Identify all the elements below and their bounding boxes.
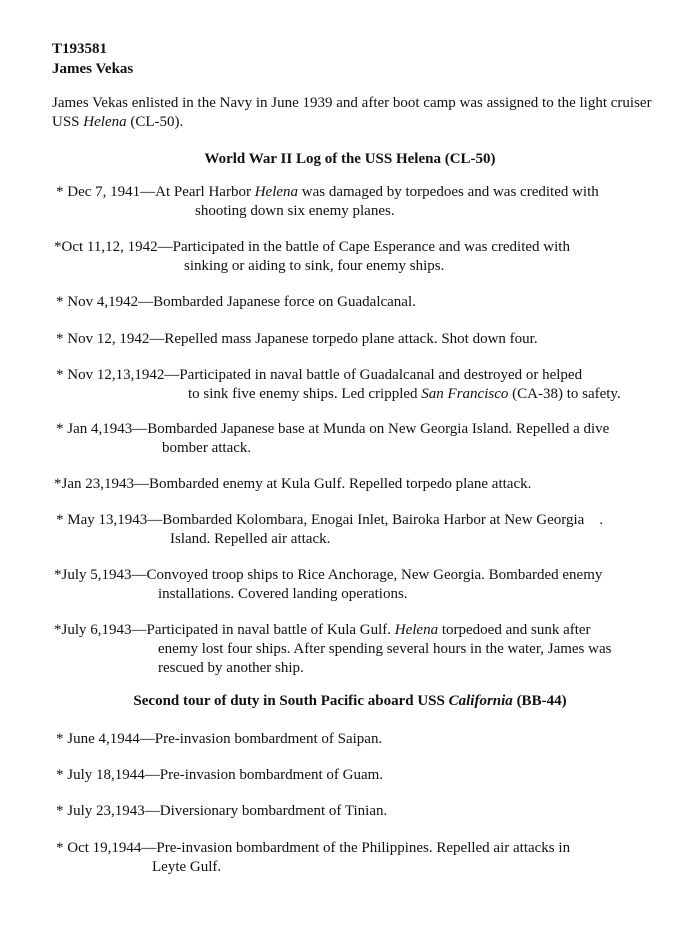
log-entry [54, 238, 694, 276]
entry-continuation: Island. Repelled air attack. [170, 531, 331, 547]
section1-heading: World War II Log of the USS Helena (CL-50) [204, 151, 496, 167]
entry-text: * June 4,1944—Pre-invasion bombardment of Saipan. [56, 731, 383, 747]
log-entry [56, 330, 696, 349]
entry-continuation: sinking or aiding to sink, four enemy ships. [184, 258, 445, 274]
log-entry [56, 839, 696, 877]
entry-ship-name: Helena [394, 622, 439, 638]
person-name: James Vekas [52, 61, 134, 77]
log-entry [56, 766, 696, 785]
entry-text: *July 6,1943—Participated in naval battle of Kula Gulf. [54, 622, 395, 638]
log-entry [56, 730, 696, 749]
entry-continuation: to sink five enemy ships. Led crippled [188, 386, 422, 402]
entry-text: * Nov 4,1942—Bombarded Japanese force on Guadalcanal. [56, 294, 416, 310]
log-entry [56, 420, 696, 458]
entry-text: * May 13,1943—Bombarded Kolombara, Enogai Inlet, Bairoka Harbor at New Georgia . [56, 512, 604, 528]
entry-text: * Oct 19,1944—Pre-invasion bombardment of the Philippines. Repelled air attacks in [56, 840, 571, 856]
entry-text: *Jan 23,1943—Bombarded enemy at Kula Gulf. Repelled torpedo plane attack. [54, 476, 532, 492]
document-header [52, 40, 133, 80]
entry-text: * Jan 4,1943—Bombarded Japanese base at Munda on New Georgia Island. Repelled a dive [56, 421, 610, 437]
intro-text: James Vekas enlisted in the Navy in June 1939 and after boot camp was assigned to the light cruiser USS [52, 95, 652, 130]
log-entry [56, 183, 696, 221]
entry-text: *Oct 11,12, 1942—Participated in the battle of Cape Esperance and was credited with [54, 239, 570, 255]
section2-heading-text-end: (BB-44) [512, 693, 567, 709]
log-entry [54, 566, 694, 604]
entry-continuation: (CA-38) to safety. [508, 386, 621, 402]
entry-text: * Nov 12,13,1942—Participated in naval battle of Guadalcanal and destroyed or helped [56, 367, 583, 383]
log-entry [54, 621, 694, 678]
intro-ship-name: Helena [83, 114, 127, 130]
section2-heading-text: Second tour of duty in South Pacific aboard USS [133, 693, 449, 709]
record-id: T193581 [52, 41, 108, 57]
section2-ship-name: California [448, 693, 513, 709]
entry-text: was damaged by torpedoes and was credited with [298, 184, 599, 200]
entry-continuation: Leyte Gulf. [152, 859, 222, 875]
entry-text: * July 18,1944—Pre-invasion bombardment of Guam. [56, 767, 384, 783]
intro-paragraph [52, 94, 672, 132]
entry-text: *July 5,1943—Convoyed troop ships to Rice Anchorage, New Georgia. Bombarded enemy [54, 567, 603, 583]
entry-continuation: bomber attack. [162, 440, 252, 456]
entry-ship-name: San Francisco [421, 386, 509, 402]
section2-heading [30, 692, 670, 711]
entry-continuation: rescued by another ship. [158, 660, 304, 676]
entry-continuation: enemy lost four ships. After spending several hours in the water, James was [158, 641, 612, 657]
entry-text: torpedoed and sunk after [438, 622, 591, 638]
log-entry [56, 366, 696, 404]
log-entry [56, 802, 696, 821]
log-entry [54, 475, 694, 494]
entry-ship-name: Helena [254, 184, 299, 200]
intro-text-end: (CL-50). [126, 114, 184, 130]
log-entry [56, 511, 696, 549]
log-entry [56, 293, 696, 312]
entry-text: * Dec 7, 1941—At Pearl Harbor [56, 184, 255, 200]
entry-text: * July 23,1943—Diversionary bombardment of Tinian. [56, 803, 388, 819]
entry-text: * Nov 12, 1942—Repelled mass Japanese torpedo plane attack. Shot down four. [56, 331, 538, 347]
entry-continuation: installations. Covered landing operations. [158, 586, 408, 602]
entry-continuation: shooting down six enemy planes. [195, 203, 395, 219]
